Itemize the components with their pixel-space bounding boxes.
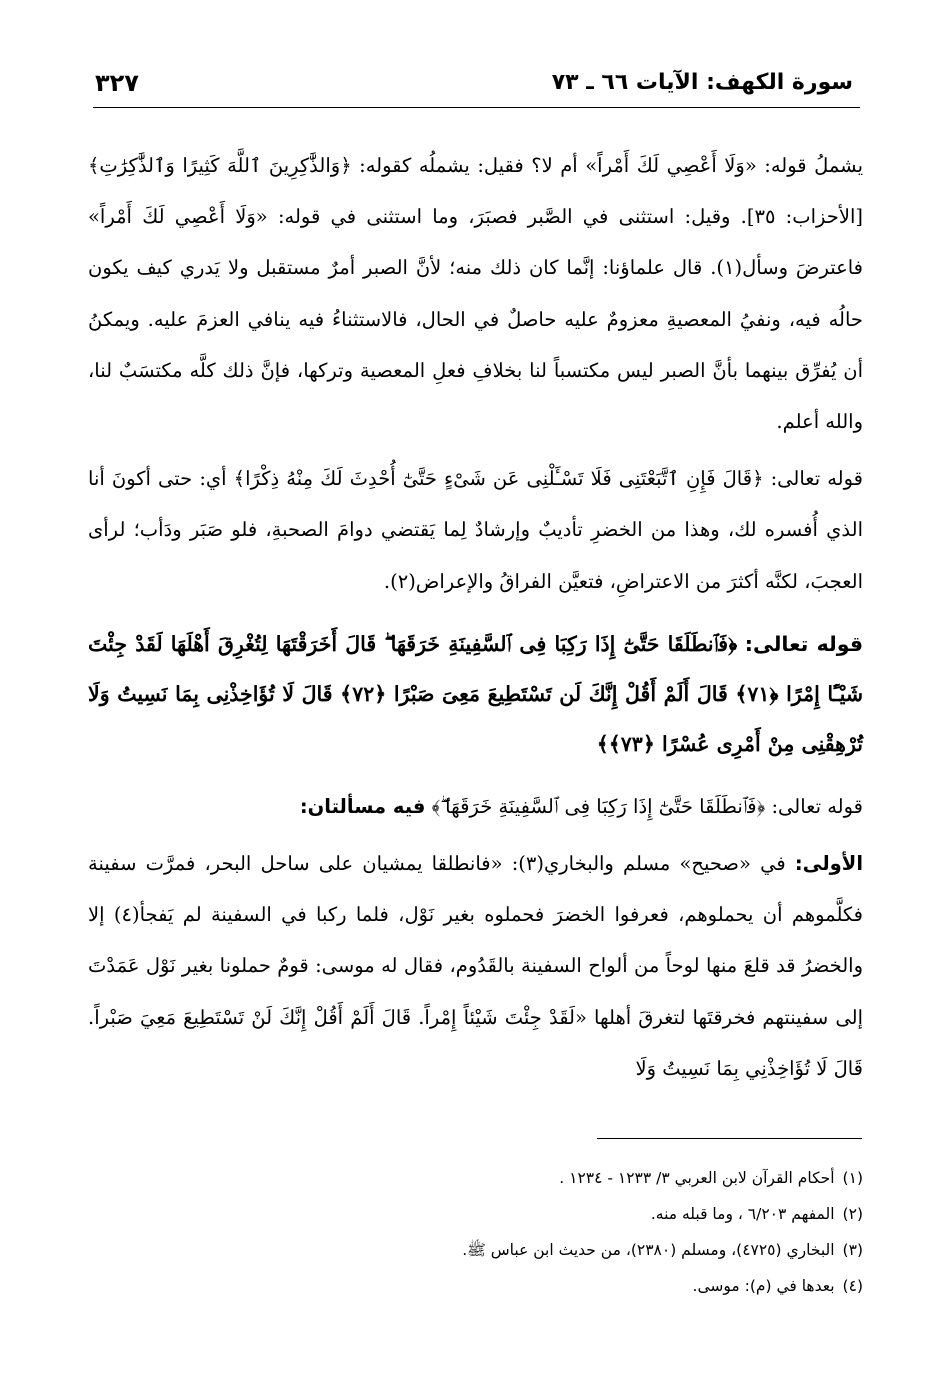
page-header — [95, 68, 853, 102]
page-number: ٣٢٧ — [95, 69, 139, 97]
footnote-divider — [597, 1138, 862, 1139]
paragraph-4-verse: ﴿فَٱنطَلَقَا حَتَّىٰٓ إِذَا رَكِبَا فِى ٱلسَّفِينَةِ خَرَقَهَا ۖ﴾ — [431, 794, 766, 818]
footnote-number: (١) — [842, 1169, 863, 1187]
verse-text: ﴿فَٱنطَلَقَا حَتَّىٰٓ إِذَا رَكِبَا فِى ٱلسَّفِينَةِ خَرَقَهَا ۖ قَالَ أَخَرَقْتَهَا لِتُغْرِقَ أَهْلَهَا لَقَدْ جِئْتَ شَيْـًٔا إِمْرًا ﴿٧١﴾ قَالَ أَلَمْ أَقُلْ إِنَّكَ لَن تَسْتَطِيعَ مَعِىَ صَبْرًا ﴿٧٢﴾ قَالَ لَا تُؤَاخِذْنِى بِمَا نَسِيتُ وَلَا تُرْهِقْنِى مِنْ أَمْرِى عُسْرًا ﴿٧٣﴾﴾ — [88, 631, 864, 756]
footnote-number: (٣) — [842, 1241, 863, 1259]
paragraph-4-lead: قوله تعالى: — [771, 794, 863, 818]
paragraph-5-text: في «صحيح» مسلم والبخاري(٣): «فانطلقا يمشيان على ساحل البحر، فمرَّت سفينة فكلَّموهم أن يحملوهم، فعرفوا الخضرَ فحملوه بغير نَوْل، فلما ركبا في السفينة لم يَفجأ(٤) إلا والخضرُ قد قلعَ منها لوحاً من ألواح السفينة بالقَدُوم، فقال له موسى: قومٌ حملونا بغير نَوْل عَمَدْتَ إلى سفينتهم فخرقتَها لتغرقَ أهلها «لَقَدْ جِئْتَ شَيْئاً إِمْراً. قَالَ أَلَمْ أَقُلْ إِنَّكَ لَنْ تَسْتَطِيعَ مَعِيَ صَبْراً. قَالَ لَا تُؤَاخِذْنِي بِمَا نَسِيتُ وَلَا — [88, 852, 863, 1080]
verse-heading-lead: قوله تعالى: — [744, 631, 863, 656]
footnote-text: البخاري (٤٧٢٥)، ومسلم (٢٣٨٠)، من حديث ابن عباس ﷺ. — [462, 1241, 835, 1259]
verse-heading — [88, 619, 863, 769]
footnote-number: (٢) — [842, 1205, 863, 1223]
surah-title: سورة الكهف: الآيات ٦٦ ـ ٧٣ — [551, 70, 853, 95]
header-divider — [93, 107, 860, 108]
footnote-4 — [100, 1268, 863, 1304]
footnote-3 — [100, 1232, 863, 1268]
paragraph-4 — [88, 781, 863, 832]
footnote-text: بعدها في (م): موسى. — [692, 1277, 835, 1295]
paragraph-4-tail: فيه مسألتان: — [299, 794, 426, 818]
paragraph-5 — [88, 838, 863, 1094]
footnote-2 — [100, 1196, 863, 1232]
footnote-number: (٤) — [842, 1277, 863, 1295]
paragraph-5-lead: الأولى: — [794, 852, 864, 876]
footnote-text: أحكام القرآن لابن العربي ٣/ ١٢٣٣ - ١٢٣٤ . — [559, 1169, 835, 1187]
footnotes — [100, 1160, 863, 1304]
footnote-1 — [100, 1160, 863, 1196]
main-text — [88, 140, 863, 1094]
paragraph-1: يشملُ قوله: «وَلَا أَعْصِي لَكَ أَمْراً» أم لا؟ فقيل: يشملُه كقوله: ﴿وَالذَّٰكِرِينَ ٱللَّهَ كَثِيرًا وَٱلذَّٰكِرَٰتِ﴾ [الأحزاب: ٣٥]. وقيل: استثنى في الصَّبر فصبَرَ، وما استثنى في قوله: «وَلَا أَعْصِي لَكَ أَمْراً» فاعترضَ وسأل(١). قال علماؤنا: إنَّما كان ذلك منه؛ لأنَّ الصبر أمرٌ مستقبل ولا يَدري كيف يكون حالُه فيه، ونفيُ المعصيةِ معزومٌ عليه حاصلٌ في الحال، فالاستثناءُ فيه ينافي العزمَ عليه. ويمكنُ أن يُفرِّق بينهما بأنَّ الصبر ليس مكتسباً لنا بخلافِ فعلِ المعصية وتركها، فإنَّ ذلك كلَّه مكتسَبٌ لنا، والله أعلم. — [88, 154, 863, 434]
footnote-text: المفهم ٦/٢٠٣ ، وما قبله منه. — [650, 1205, 835, 1223]
paragraph-2: قوله تعالى: ﴿قَالَ فَإِنِ ٱتَّبَعْتَنِى فَلَا تَسْـَٔلْنِى عَن شَىْءٍ حَتَّىٰٓ أُحْدِثَ لَكَ مِنْهُ ذِكْرًا﴾ أي: حتى أكونَ أنا الذي أُفسره لك، وهذا من الخضرِ تأديبٌ وإرشادٌ لِما يَقتضي دوامَ الصحبةِ، فلو صَبَر ودَأب؛ لرأى العجبَ، لكنَّه أكثرَ من الاعتراضِ، فتعيَّن الفراقُ والإعراض(٢). — [88, 467, 863, 593]
